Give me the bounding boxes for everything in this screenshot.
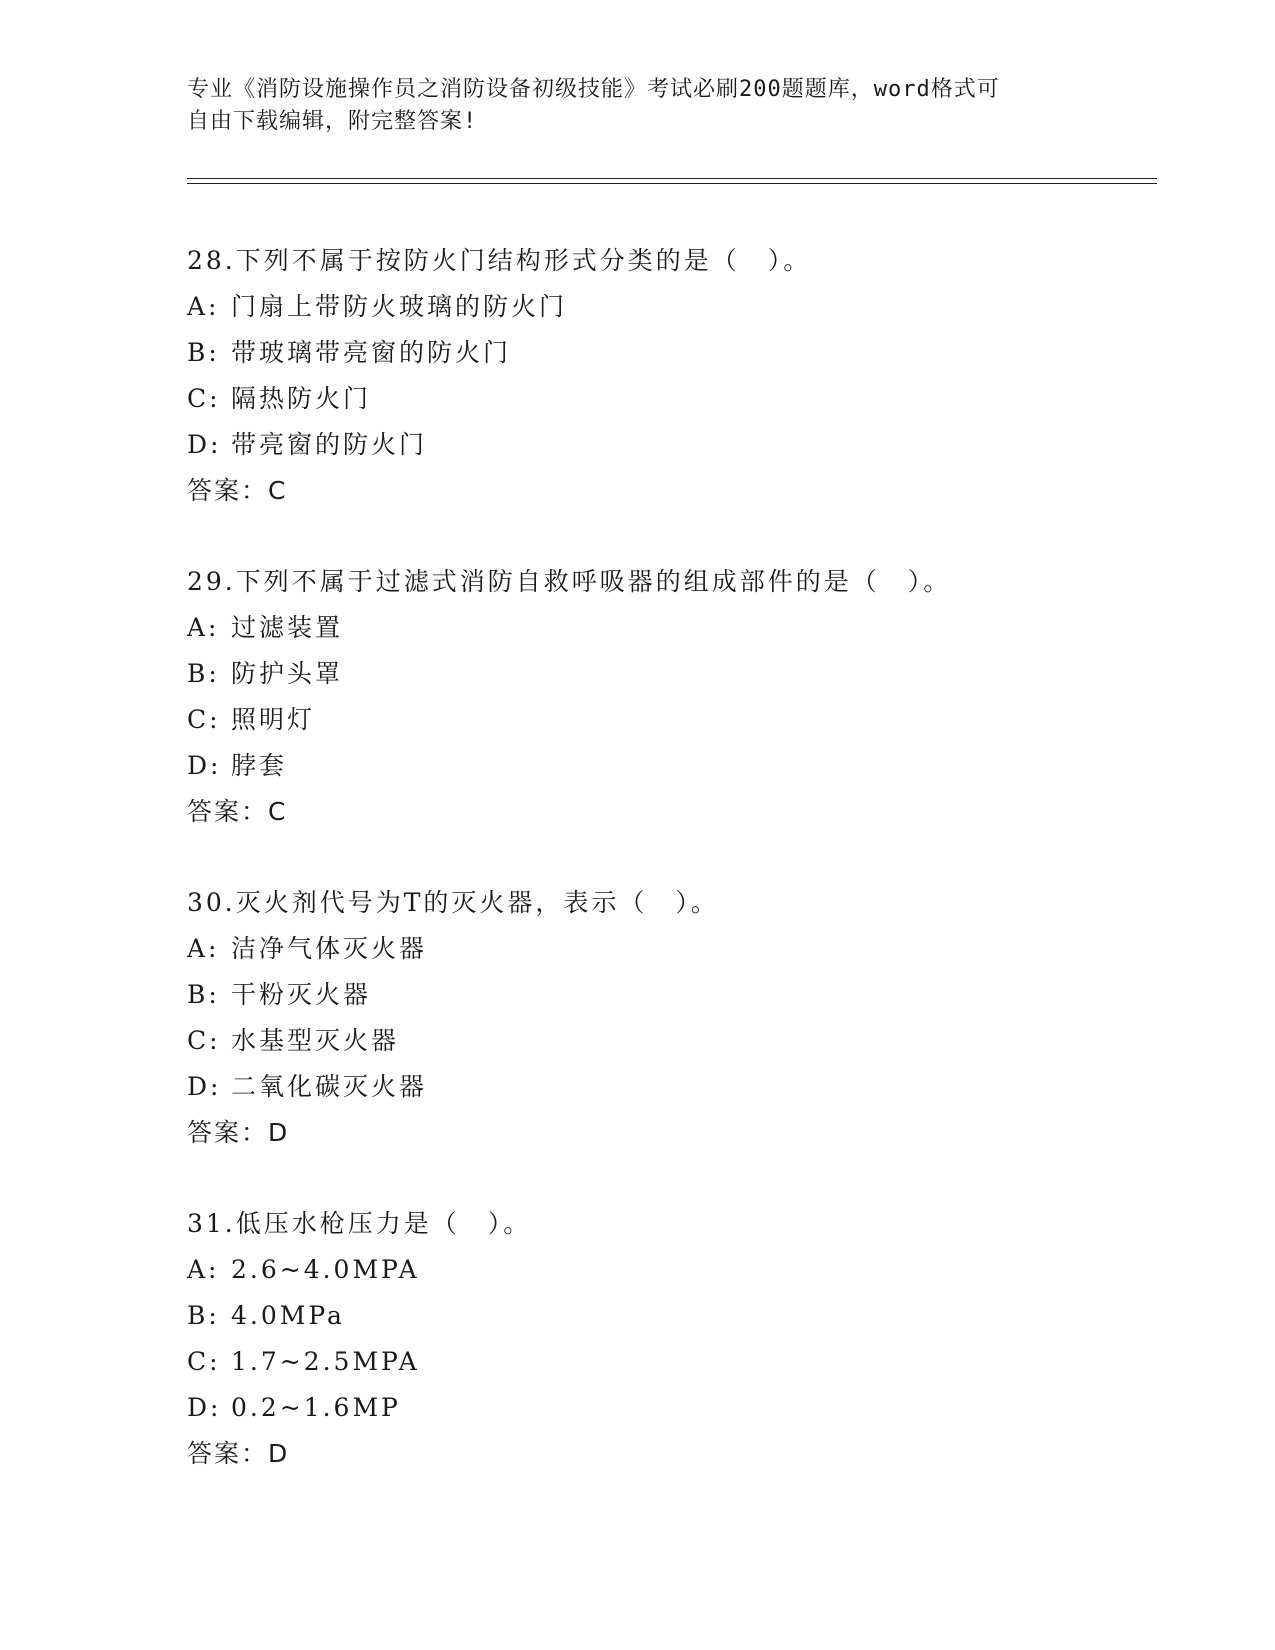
option-letter: D: bbox=[187, 751, 222, 780]
option-letter: C: bbox=[187, 705, 221, 734]
option-letter: D: bbox=[187, 1393, 222, 1422]
option-c bbox=[187, 1339, 1167, 1385]
option-d bbox=[187, 422, 1167, 468]
option-text: 洁净气体灭火器 bbox=[231, 934, 428, 963]
option-text: 二氧化碳灭火器 bbox=[231, 1072, 428, 1101]
option-text: 防护头罩 bbox=[231, 659, 344, 688]
option-letter: A: bbox=[187, 292, 220, 321]
question-29 bbox=[187, 559, 1167, 835]
option-b bbox=[187, 1293, 1167, 1339]
option-text: 2.6~4.0MPA bbox=[231, 1255, 420, 1284]
option-b bbox=[187, 651, 1167, 697]
header-line-1: 专业《消防设施操作员之消防设备初级技能》考试必刷200题题库，word格式可 bbox=[187, 77, 1000, 102]
option-letter: A: bbox=[187, 1255, 220, 1284]
option-text: 水基型灭火器 bbox=[231, 1026, 400, 1055]
option-letter: C: bbox=[187, 1347, 221, 1376]
question-stem: 31.低压水枪压力是（ ）。 bbox=[187, 1209, 532, 1238]
option-letter: B: bbox=[187, 659, 220, 688]
question-stem: 29.下列不属于过滤式消防自救呼吸器的组成部件的是（ ）。 bbox=[187, 567, 952, 596]
option-a bbox=[187, 1247, 1167, 1293]
option-a bbox=[187, 605, 1167, 651]
option-b bbox=[187, 330, 1167, 376]
option-letter: C: bbox=[187, 384, 221, 413]
question-28 bbox=[187, 238, 1167, 514]
option-text: 0.2~1.6MP bbox=[231, 1393, 401, 1422]
option-text: 1.7~2.5MPA bbox=[231, 1347, 420, 1376]
option-c bbox=[187, 376, 1167, 422]
option-letter: D: bbox=[187, 1072, 222, 1101]
option-c bbox=[187, 1018, 1167, 1064]
question-stem: 28.下列不属于按防火门结构形式分类的是（ ）。 bbox=[187, 246, 812, 275]
document-header bbox=[187, 74, 1087, 138]
option-d bbox=[187, 1385, 1167, 1431]
question-stem: 30.灭火剂代号为T的灭火器，表示（ ）。 bbox=[187, 888, 719, 917]
option-letter: A: bbox=[187, 934, 220, 963]
option-text: 隔热防火门 bbox=[231, 384, 372, 413]
option-letter: C: bbox=[187, 1026, 221, 1055]
option-d bbox=[187, 1064, 1167, 1110]
answer-line: 答案：C bbox=[187, 476, 288, 505]
option-letter: B: bbox=[187, 338, 220, 367]
question-30 bbox=[187, 880, 1167, 1156]
answer-line: 答案：D bbox=[187, 1118, 290, 1147]
option-b bbox=[187, 972, 1167, 1018]
option-letter: B: bbox=[187, 1301, 220, 1330]
option-letter: A: bbox=[187, 613, 220, 642]
header-line-2: 自由下载编辑，附完整答案! bbox=[187, 109, 478, 134]
option-text: 脖套 bbox=[231, 751, 288, 780]
question-31 bbox=[187, 1201, 1167, 1477]
option-a bbox=[187, 284, 1167, 330]
option-text: 4.0MPa bbox=[231, 1301, 345, 1330]
header-divider-top bbox=[187, 178, 1157, 179]
option-text: 干粉灭火器 bbox=[231, 980, 372, 1009]
answer-line: 答案：D bbox=[187, 1439, 290, 1468]
option-letter: B: bbox=[187, 980, 220, 1009]
option-c bbox=[187, 697, 1167, 743]
option-text: 照明灯 bbox=[231, 705, 316, 734]
option-d bbox=[187, 743, 1167, 789]
answer-line: 答案：C bbox=[187, 797, 288, 826]
option-a bbox=[187, 926, 1167, 972]
option-text: 带玻璃带亮窗的防火门 bbox=[231, 338, 512, 367]
option-text: 带亮窗的防火门 bbox=[231, 430, 428, 459]
header-divider-bottom bbox=[187, 183, 1157, 184]
option-text: 过滤装置 bbox=[231, 613, 344, 642]
option-letter: D: bbox=[187, 430, 222, 459]
option-text: 门扇上带防火玻璃的防火门 bbox=[231, 292, 568, 321]
